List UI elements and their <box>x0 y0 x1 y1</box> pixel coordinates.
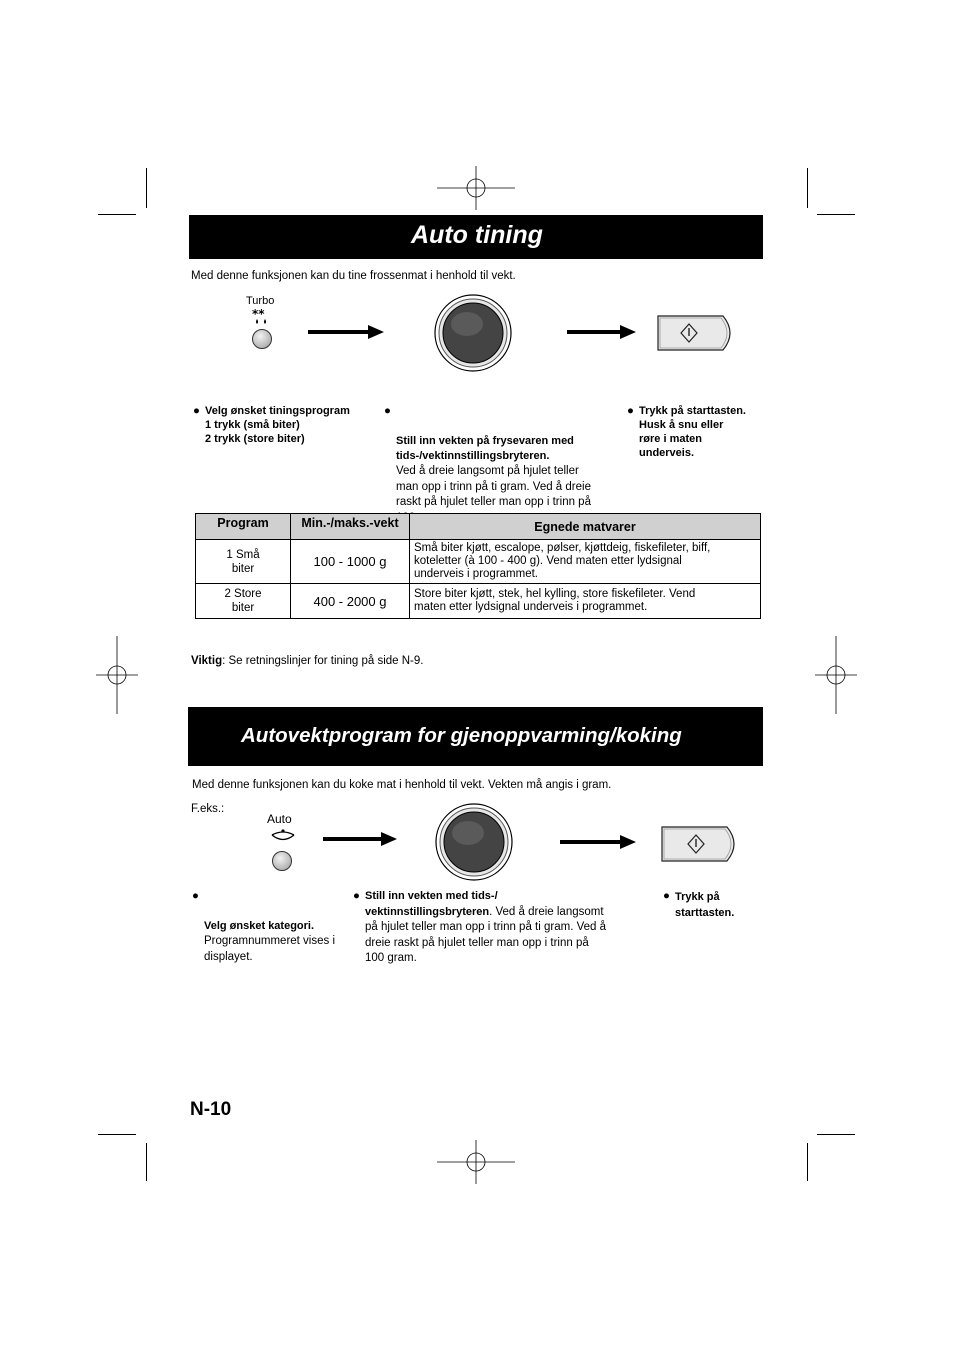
crop-mark <box>817 214 855 215</box>
registration-mark-icon <box>96 636 138 714</box>
crop-mark <box>98 214 136 215</box>
intro-text: Med denne funksjonen kan du tine frossenmat i henhold til vekt. <box>191 270 516 282</box>
crop-mark <box>146 168 147 208</box>
section-title-banner <box>188 707 763 766</box>
auto-label: Auto <box>267 812 292 826</box>
crop-mark <box>807 1143 808 1181</box>
note: Viktig: Se retningslinjer for tining på side N-9. <box>191 655 424 667</box>
registration-mark-icon <box>437 1140 515 1184</box>
crop-mark <box>98 1134 136 1135</box>
dial-knob[interactable] <box>434 294 512 372</box>
example-label: F.eks.: <box>191 803 225 815</box>
table-header: Egnede matvarer <box>410 514 761 540</box>
svg-text:**: ** <box>252 308 265 321</box>
turbo-label: Turbo <box>246 295 275 307</box>
section-title: Auto tining <box>411 221 543 249</box>
page-number: N-10 <box>190 1099 232 1120</box>
auto-cook-icon <box>270 828 296 844</box>
dial-knob[interactable] <box>435 803 513 881</box>
section-title-banner <box>189 215 763 259</box>
crop-mark <box>146 1143 147 1181</box>
turbo-defrost-button[interactable] <box>252 329 272 349</box>
turbo-defrost-icon <box>252 308 272 326</box>
intro-text: Med denne funksjonen kan du koke mat i henhold til vekt. Vekten må angis i gram. <box>192 779 612 791</box>
table-header: Program <box>196 514 291 540</box>
arrow-right-icon <box>560 840 622 844</box>
arrow-right-icon <box>308 330 370 334</box>
arrow-right-icon <box>323 837 383 841</box>
crop-mark <box>817 1134 855 1135</box>
arrow-right-icon <box>567 330 622 334</box>
crop-mark <box>807 168 808 208</box>
table-row: 1 Små biter 100 - 1000 g Små biter kjøtt, escalope, pølser, kjøttdeig, fiskefileter, biff, koteletter (à 100 - 400 g). Vend maten etter lydsignal underveis i programmet. <box>196 540 761 584</box>
registration-mark-icon <box>437 166 515 210</box>
defrost-table <box>195 513 761 619</box>
registration-mark-icon <box>815 636 857 714</box>
start-button[interactable] <box>655 312 739 354</box>
section-title: Autovektprogram for gjenoppvarming/koking <box>241 724 682 747</box>
table-header: Min.-/maks.-vekt <box>291 514 410 540</box>
auto-cook-button[interactable] <box>272 851 292 871</box>
start-button[interactable] <box>659 823 743 865</box>
table-row: 2 Store biter 400 - 2000 g Store biter kjøtt, stek, hel kylling, store fiskefileter. Vend maten etter lydsignal underveis i programmet. <box>196 584 761 619</box>
